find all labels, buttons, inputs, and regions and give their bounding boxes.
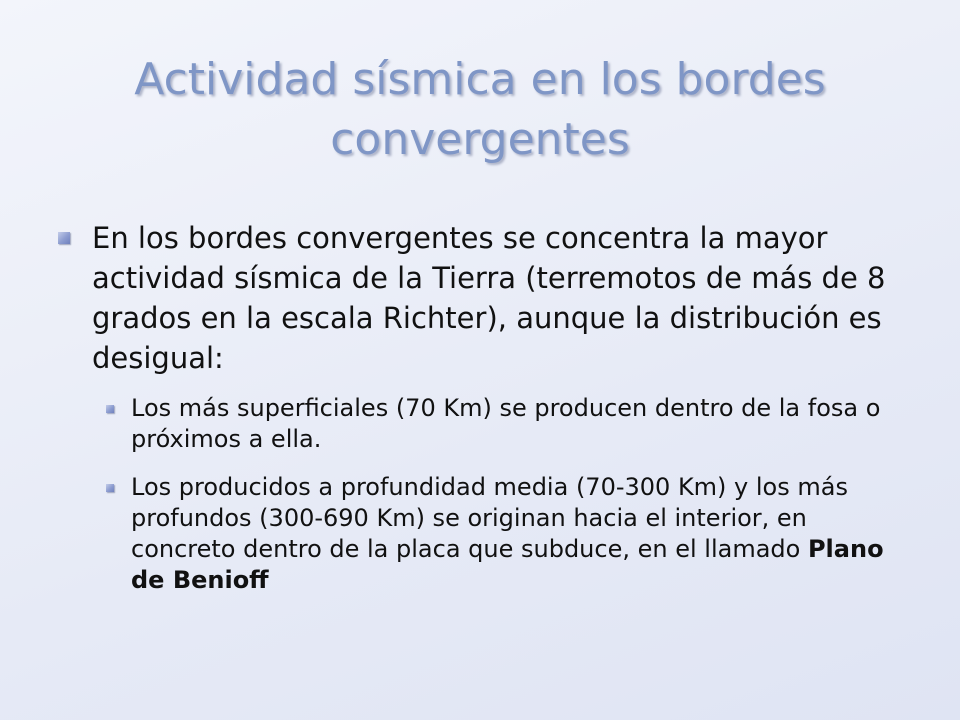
bullet-main-text: En los bordes convergentes se concentra la mayor actividad sísmica de la Tierra (terremotos de más de 8 grados en la escala Richter), aunque la distribución es desigual: xyxy=(92,221,886,375)
square-bullet-icon xyxy=(106,484,114,492)
sub-bullet-profundos-plain: Los producidos a profundidad media (70-300 Km) y los más profundos (300-690 Km) se originan hacia el interior, en concreto dentro de la placa que subduce, en el llamado xyxy=(131,473,848,563)
square-bullet-icon xyxy=(106,405,114,413)
sub-bullet-profundos xyxy=(106,472,908,596)
sub-bullet-superficial-text: Los más superficiales (70 Km) se producen dentro de la fosa o próximos a ella. xyxy=(131,394,881,453)
sub-bullet-superficial xyxy=(106,393,908,455)
slide-title-line-2: convergentes xyxy=(330,114,630,165)
square-bullet-icon xyxy=(58,232,70,244)
bullet-main xyxy=(58,218,908,378)
slide-title-line-1: Actividad sísmica en los bordes xyxy=(134,54,826,105)
sub-bullet-profundos-text xyxy=(131,472,908,596)
slide-title xyxy=(60,50,900,170)
benioff-plane-term: Plano de Benioff xyxy=(131,535,884,594)
slide-content xyxy=(58,218,908,596)
